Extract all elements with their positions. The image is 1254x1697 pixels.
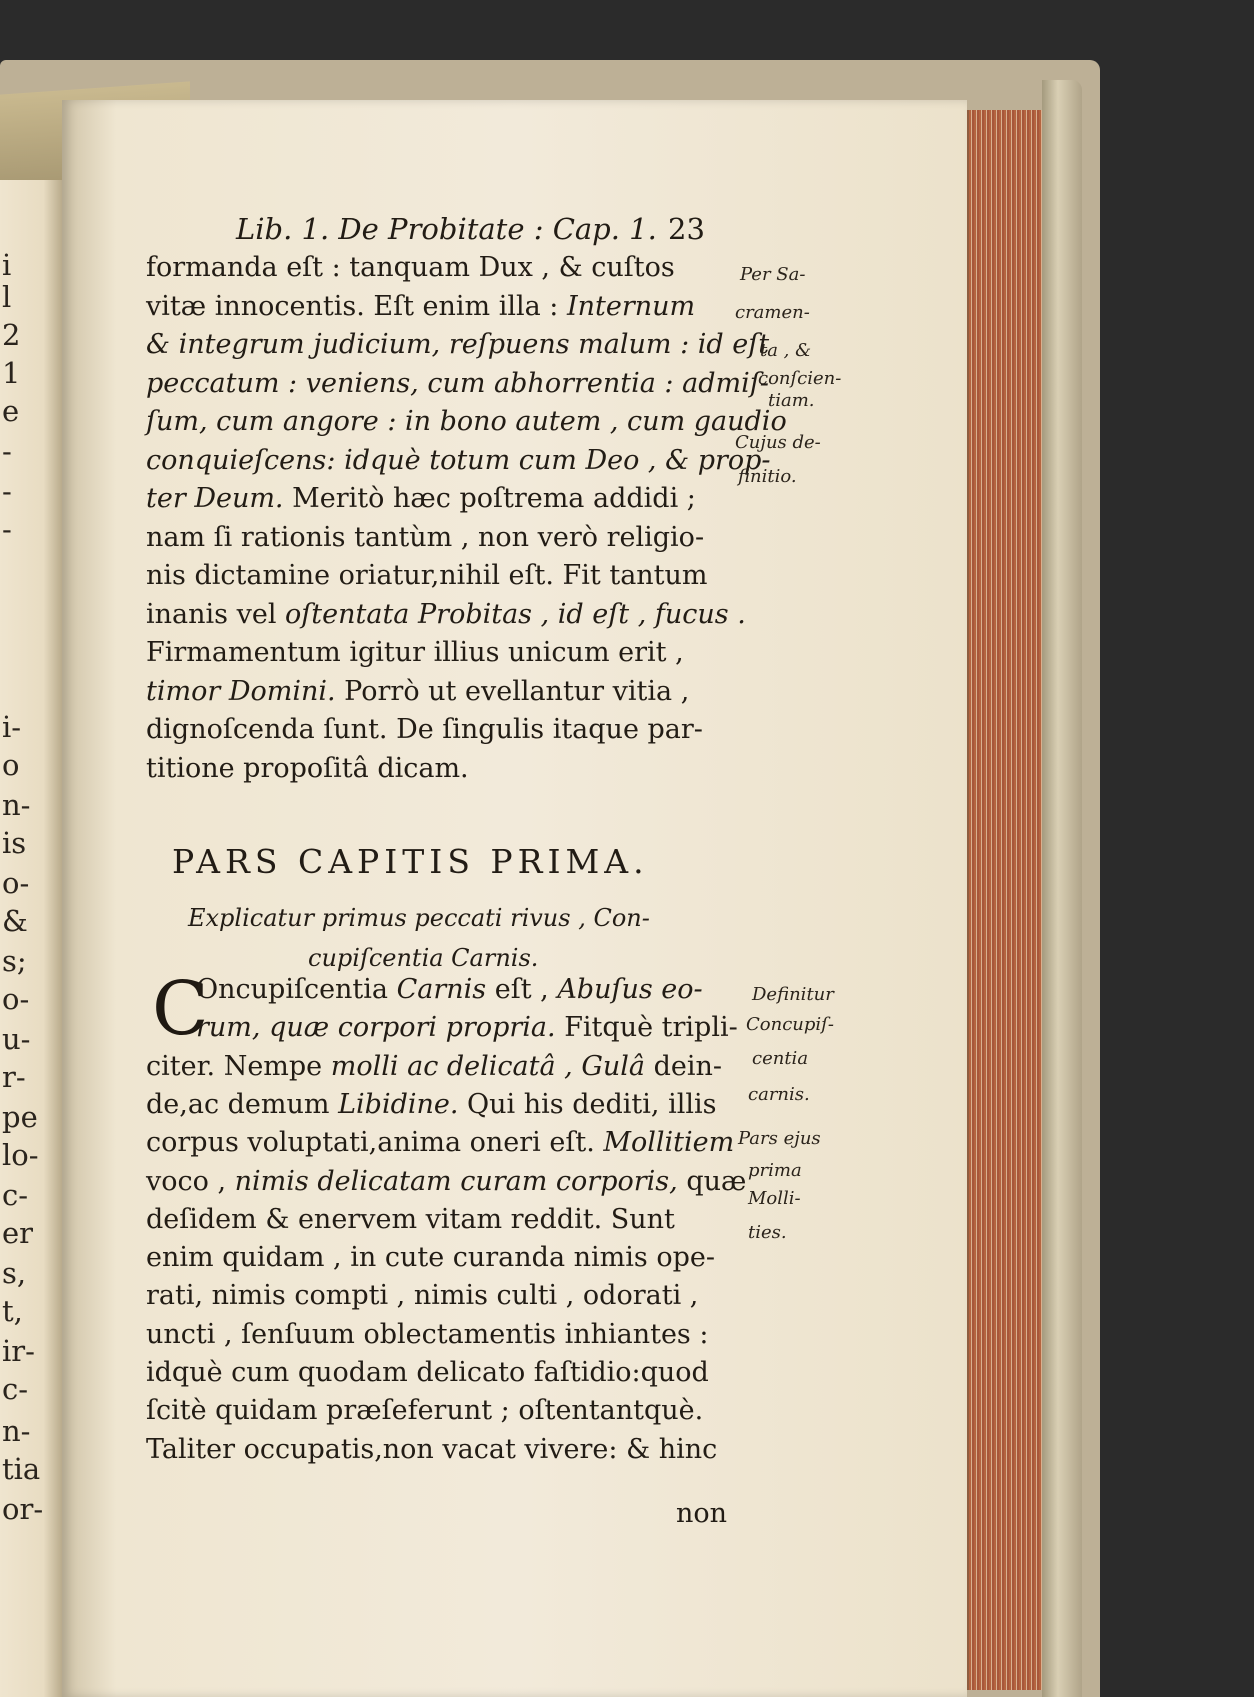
body-line: rum, quæ corpori propria. Fitquè tripli- bbox=[196, 1012, 738, 1044]
body-line: idquè cum quodam delicato faſtidio:quod bbox=[146, 1357, 709, 1388]
section-heading: PARS CAPITIS PRIMA. bbox=[172, 842, 649, 881]
body-line: uncti , ſenſuum oblectamentis inhiantes : bbox=[146, 1318, 709, 1350]
left-page-fragment: o bbox=[2, 748, 20, 782]
body-line: dignoſcenda ſunt. De ſingulis itaque par- bbox=[146, 714, 703, 745]
running-title: Lib. 1. De Probitate : Cap. 1. bbox=[236, 212, 657, 246]
body-line: nis dictamine oriatur,nihil eſt. Fit tantum bbox=[146, 560, 708, 591]
left-page-fragment: tia bbox=[2, 1452, 41, 1486]
left-page-fragment: t, bbox=[2, 1294, 23, 1328]
cover-board-edge bbox=[1042, 80, 1082, 1697]
body-line: titione propoſitâ dicam. bbox=[146, 752, 469, 784]
left-page-fragment: i bbox=[2, 248, 12, 282]
left-page-fragment: s, bbox=[2, 1256, 27, 1290]
body-line: enim quidam , in cute curanda nimis ope- bbox=[146, 1242, 715, 1274]
left-page-fragment: pe bbox=[2, 1100, 38, 1134]
subheading-line-1: Explicatur primus peccati rivus , Con- bbox=[188, 904, 650, 932]
body-line: vitæ innocentis. Eſt enim illa : Internum bbox=[146, 290, 696, 322]
body-line: de,ac demum Libidine. Qui his dediti, illis bbox=[146, 1088, 717, 1120]
page-number: 23 bbox=[668, 212, 705, 246]
body-line: citer. Nempe molli ac delicatâ , Gulâ dein- bbox=[146, 1050, 723, 1082]
body-line: corpus voluptati,anima oneri eſt. Mollitiem bbox=[146, 1127, 735, 1159]
left-page-fragment: 1 bbox=[2, 356, 21, 390]
margin-note: conſcien- bbox=[758, 368, 842, 389]
body-line: rati, nimis compti , nimis culti , odorati , bbox=[146, 1280, 699, 1312]
left-page-fragment: er bbox=[2, 1216, 34, 1250]
margin-note: Per Sa- bbox=[740, 264, 806, 285]
subheading-line-2: cupiſcentia Carnis. bbox=[308, 944, 539, 972]
left-page-fragment: is bbox=[2, 826, 27, 860]
left-page-fragment: c- bbox=[2, 1372, 29, 1406]
body-line: nam ſi rationis tantùm , non verò religio- bbox=[146, 521, 705, 553]
left-page-fragment: u- bbox=[2, 1022, 31, 1056]
body-line: ſcitè quidam præſeferunt ; oſtentantquè. bbox=[146, 1395, 704, 1427]
margin-note: ta , & bbox=[760, 340, 812, 361]
body-line: ter Deum. Meritò hæc poſtrema addidi ; bbox=[146, 483, 696, 514]
left-page-fragment: c- bbox=[2, 1178, 29, 1212]
body-line: Oncupiſcentia Carnis eſt , Abuſus eo- bbox=[196, 974, 703, 1005]
margin-note: Concupiſ- bbox=[746, 1014, 834, 1035]
body-line: Taliter occupatis,non vacat vivere: & hinc bbox=[146, 1433, 718, 1465]
left-page-fragment: l bbox=[2, 280, 12, 314]
left-page-fragment: 2 bbox=[2, 318, 21, 352]
margin-note: tiam. bbox=[768, 390, 815, 411]
body-line: voco , nimis delicatam curam corporis, quæ bbox=[146, 1165, 747, 1197]
body-line: deſidem & enervem vitam reddit. Sunt bbox=[146, 1203, 675, 1235]
body-line: formanda eſt : tanquam Dux , & cuſtos bbox=[146, 252, 675, 283]
body-line: inanis vel oſtentata Probitas , id eſt , fucus . bbox=[146, 598, 746, 630]
margin-note: finitio. bbox=[738, 466, 797, 487]
left-page-fragment: - bbox=[2, 512, 12, 546]
margin-note: Molli- bbox=[748, 1188, 801, 1209]
left-page-fragment: e bbox=[2, 394, 20, 428]
margin-note: Pars ejus bbox=[738, 1128, 821, 1149]
page-edges bbox=[967, 110, 1044, 1690]
left-page-fragment: or- bbox=[2, 1492, 44, 1526]
margin-note: centia bbox=[752, 1048, 809, 1069]
left-page-fragment: n- bbox=[2, 1414, 31, 1448]
left-page-fragment: o- bbox=[2, 866, 30, 900]
margin-note: Cujus de- bbox=[735, 432, 821, 453]
left-page-fragment: - bbox=[2, 434, 12, 468]
body-line: ſum, cum angore : in bono autem , cum gaudio bbox=[146, 406, 787, 437]
left-page-fragment: lo- bbox=[2, 1138, 39, 1172]
left-page-fragment: - bbox=[2, 474, 12, 508]
left-page-fragment: ir- bbox=[2, 1334, 35, 1368]
left-page-fragment: n- bbox=[2, 788, 31, 822]
margin-note: Definitur bbox=[752, 984, 834, 1005]
left-page-fragment: r- bbox=[2, 1060, 26, 1094]
drop-capital: C bbox=[152, 966, 209, 1052]
body-line: peccatum : veniens, cum abhorrentia : admiſ- bbox=[146, 367, 769, 399]
body-line: Firmamentum igitur illius unicum erit , bbox=[146, 637, 684, 668]
catchword: non bbox=[676, 1498, 728, 1529]
left-page-fragment: o- bbox=[2, 982, 30, 1016]
left-page-fragment: & bbox=[2, 904, 28, 938]
margin-note: cramen- bbox=[735, 302, 810, 323]
body-line: timor Domini. Porrò ut evellantur vitia , bbox=[146, 675, 690, 707]
margin-note: ties. bbox=[748, 1222, 787, 1243]
margin-note: prima bbox=[748, 1160, 802, 1181]
body-line: & integrum judicium, reſpuens malum : id eſt bbox=[146, 329, 770, 360]
body-line: conquieſcens: idquè totum cum Deo , & prop- bbox=[146, 444, 771, 476]
left-page-fragment: i- bbox=[2, 710, 22, 744]
left-page-fragment: s; bbox=[2, 944, 27, 978]
margin-note: carnis. bbox=[748, 1084, 810, 1105]
